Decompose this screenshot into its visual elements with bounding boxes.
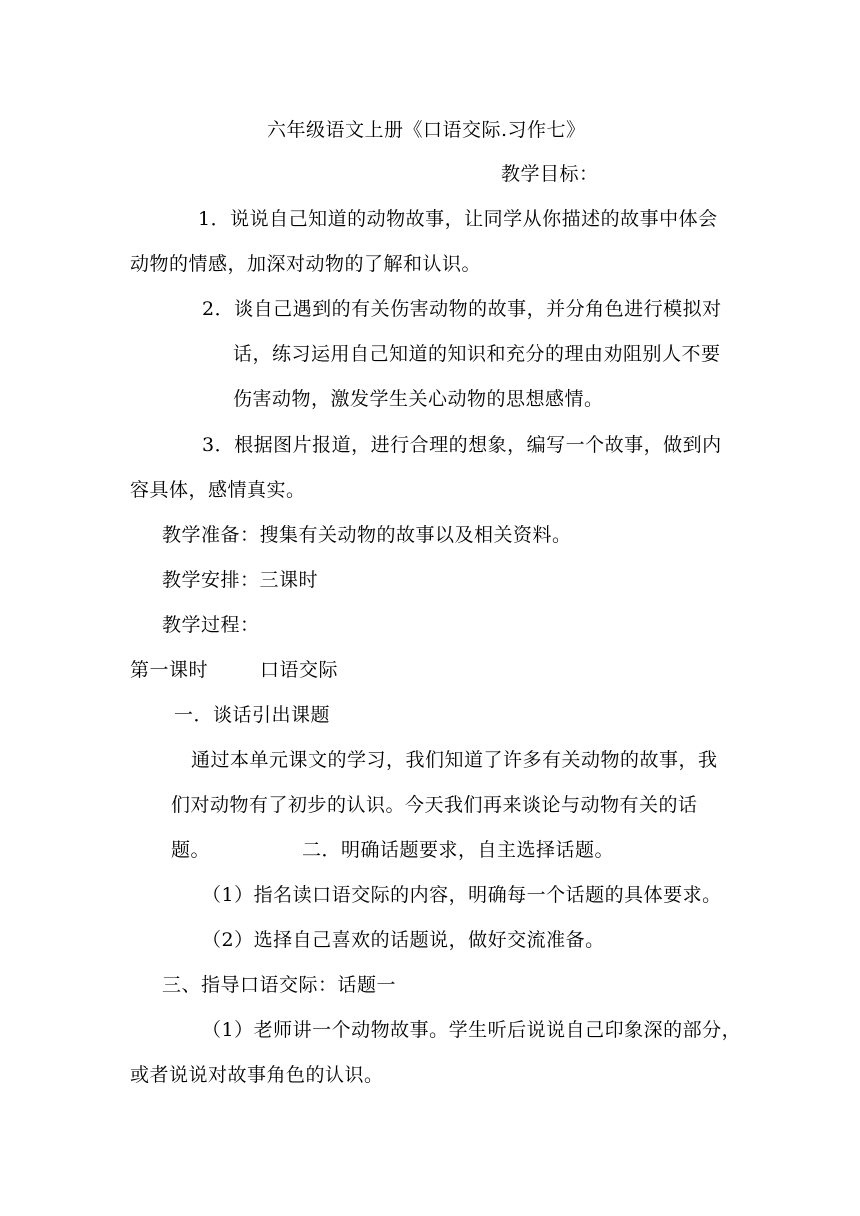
objective-2-line-2: 话，练习运用自己知道的知识和充分的理由劝阻别人不要	[233, 343, 721, 365]
objectives-heading: 教学目标：	[501, 163, 599, 185]
objective-3-line-1: 3．根据图片报道，进行合理的想象，编写一个故事，做到内	[202, 434, 722, 456]
section-one-line-1: 通过本单元课文的学习，我们知道了许多有关动物的故事，我	[191, 749, 718, 771]
section-three-item-1-line-2: 或者说说对故事角色的认识。	[130, 1064, 384, 1086]
section-one-heading: 一．谈话引出课题	[174, 704, 331, 726]
section-two-item-1: （1）指名读口语交际的内容，明确每一个话题的具体要求。	[202, 884, 722, 906]
objective-3-line-2: 容具体，感情真实。	[130, 479, 306, 501]
document-title: 六年级语文上册《口语交际.习作七》	[267, 119, 586, 141]
section-three-heading: 三、指导口语交际：话题一	[162, 974, 397, 996]
section-one-and-two-line	[171, 838, 614, 862]
lesson-one-heading	[130, 658, 338, 682]
objective-2-line-3: 伤害动物，激发学生关心动物的思想感情。	[233, 388, 604, 410]
section-two-heading: 二．明确话题要求，自主选择话题。	[302, 839, 615, 861]
section-one-line-2: 们对动物有了初步的认识。今天我们再来谈论与动物有关的话	[171, 794, 698, 816]
section-three-item-1-line-1: （1）老师讲一个动物故事。学生听后说说自己印象深的部分，	[202, 1019, 742, 1041]
lesson-one-label: 第一课时	[130, 659, 209, 681]
section-one-line-3: 题。	[171, 839, 211, 861]
objective-2-line-1: 2．谈自己遇到的有关伤害动物的故事，并分角色进行模拟对	[202, 298, 722, 320]
arrangement-text: 教学安排：三课时	[162, 569, 319, 591]
lesson-one-topic: 口语交际	[260, 659, 339, 681]
process-heading: 教学过程：	[162, 614, 260, 636]
preparation-text: 教学准备：搜集有关动物的故事以及相关资料。	[162, 524, 572, 546]
objective-1-line-1: 1．说说自己知道的动物故事，让同学从你描述的故事中体会	[198, 208, 718, 230]
objective-1-line-2: 动物的情感，加深对动物的了解和认识。	[130, 253, 482, 275]
section-two-item-2: （2）选择自己喜欢的话题说，做好交流准备。	[202, 929, 605, 951]
